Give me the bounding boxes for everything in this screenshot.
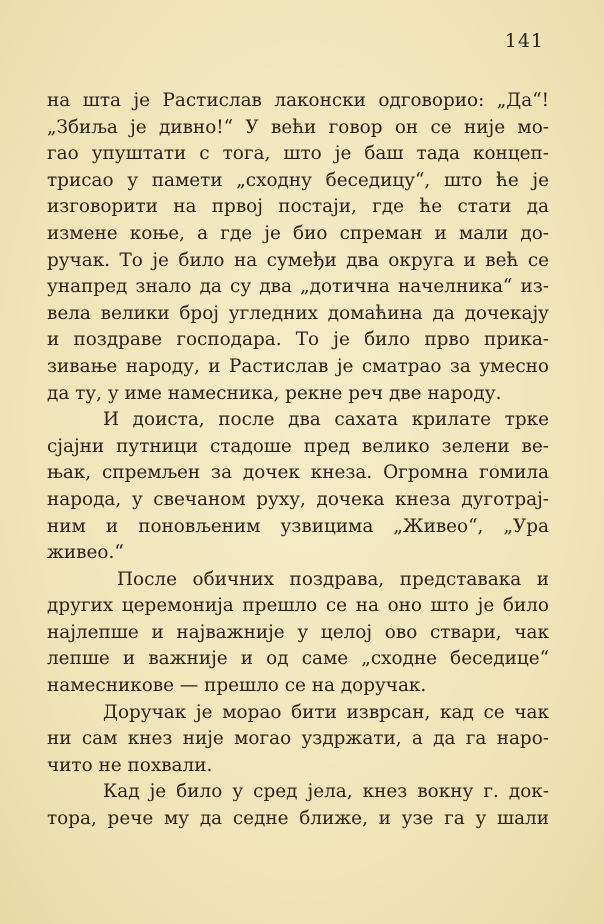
text-line: ним и поновљеним узвицима „Живео“, „Ура <box>47 515 549 537</box>
text-line: ни сам кнез није могао уздржати, а да га наро- <box>47 728 549 750</box>
text-line: сјајни путници стадоше пред велико зелени ве- <box>47 435 549 457</box>
text-line: Доручак је морао бити изврсан, кад се чак <box>103 701 549 723</box>
text-line: „Збиља је дивно!“ У већи говор он се није мо- <box>47 116 549 138</box>
text-line: и поздраве господара. То је било прво прика- <box>47 329 549 351</box>
text-line: намесникове — прешло се на доручак. <box>47 675 427 697</box>
text-line: народа, у свечаном руху, дочека кнеза дуготрај- <box>47 488 549 510</box>
text-line: унапред знало да су два „дотична начелника“ из- <box>47 276 549 298</box>
text-line: изговорити на првој постаји, где ће стати да <box>47 196 549 218</box>
text-line: чито не похвали. <box>47 754 213 776</box>
text-line: њак, спремљен за дочек кнеза. Огромна гомила <box>47 462 549 484</box>
body-text <box>47 88 549 833</box>
text-line: да ту, у име намесника, рекне реч две народу. <box>47 382 502 404</box>
text-line: на шта је Растислав лаконски одговорио: „Да“! <box>47 90 549 111</box>
text-line: вела велики број угледних домаћина да дочекају <box>47 302 549 324</box>
text-line: измене коње, а где је био спреман и мали до- <box>47 222 549 244</box>
text-line: зивање народу, и Растислав је сматрао за умесно <box>47 355 549 377</box>
text-line: живео.“ <box>47 542 124 564</box>
text-line: других церемонија прешло се на оно што је било <box>47 595 549 617</box>
text-line: И доиста, после два сахата крилате трке <box>103 409 549 431</box>
text-line: тора, рече му да седне ближе, и узе га у шали <box>47 808 549 830</box>
text-line: најлепше и најважније у целој ово ствари, чак <box>47 621 549 643</box>
text-line: ручак. То је било на сумеђи два округа и већ се <box>47 249 549 271</box>
page-number: 141 <box>504 30 544 52</box>
text-line: трисао у памети „сходну беседицу“, што ће је <box>47 169 549 191</box>
text-line: После обичних поздрава, представака и <box>117 568 549 590</box>
text-line: Кад је било у сред јела, кнез вокну г. док- <box>103 781 549 803</box>
text-line: гао упуштати с тога, што је баш тада концеп- <box>47 143 549 165</box>
text-line: лепше и важније и од саме „сходне беседице“ <box>47 648 549 670</box>
